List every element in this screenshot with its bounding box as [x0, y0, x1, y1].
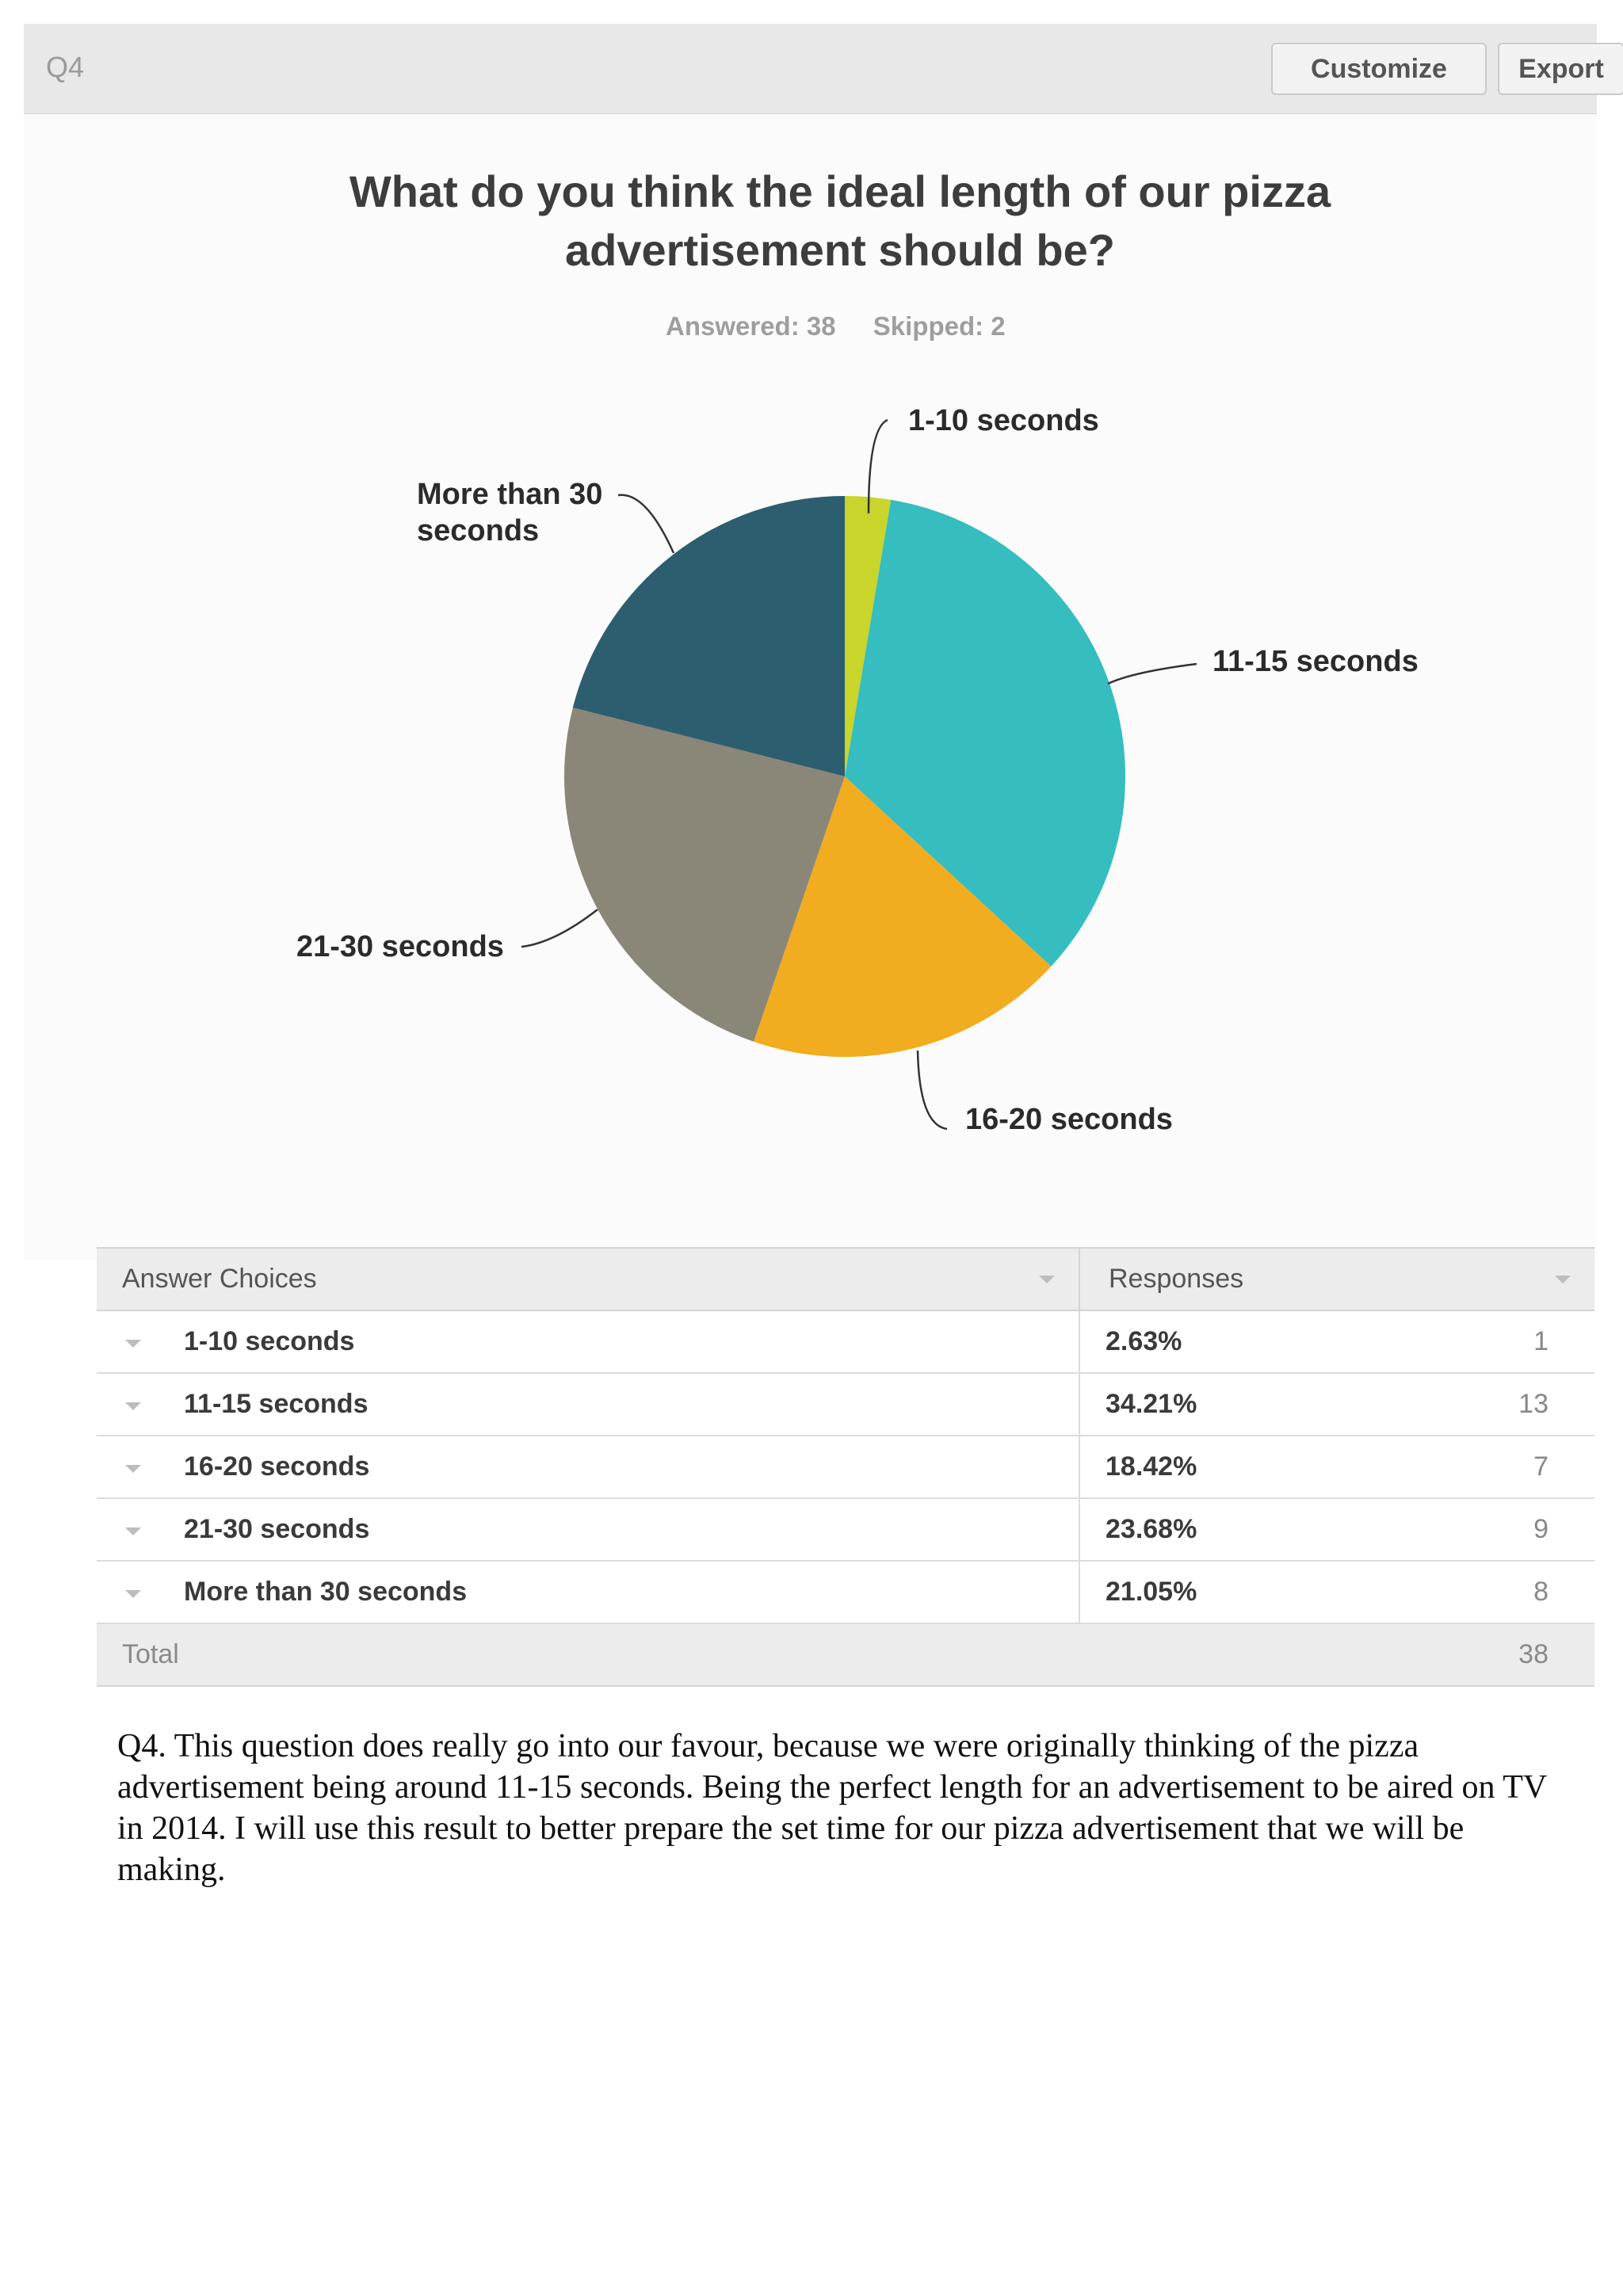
sort-caret-icon[interactable] [1039, 1276, 1055, 1283]
slice-label: More than 30 [417, 478, 603, 511]
export-button[interactable]: Export [1498, 43, 1623, 95]
answer-choice-label: 21-30 seconds [184, 1514, 370, 1544]
customize-button[interactable]: Customize [1271, 43, 1487, 95]
slice-label: 16-20 seconds [965, 1103, 1173, 1136]
response-percent: 23.68% [1079, 1498, 1392, 1561]
commentary-text: Q4. This question does really go into our favour, because we were originally thinking of the pizza advertisement being around 11-15 seconds. Being the perfect length for an advertisement to be aired on TV in 2014. I will use this result to better prepare the set time for our pizza advertisement that we will be making. [117, 1728, 1547, 1888]
response-count: 8 [1392, 1561, 1594, 1623]
answer-choice-cell[interactable] [97, 1310, 1079, 1373]
slice-label: 21-30 seconds [296, 930, 504, 963]
answer-choice-cell[interactable] [97, 1373, 1079, 1436]
slice-label: 11-15 seconds [1212, 645, 1419, 678]
answer-choices-label: Answer Choices [122, 1264, 317, 1294]
answer-choice-cell[interactable] [97, 1561, 1079, 1623]
table-row [97, 1373, 1594, 1436]
responses-label: Responses [1109, 1264, 1244, 1294]
answer-choice-label: 1-10 seconds [184, 1326, 355, 1356]
table-row [97, 1436, 1594, 1498]
answer-choices-header[interactable] [97, 1248, 1079, 1310]
expand-caret-icon[interactable] [125, 1465, 141, 1473]
table-row [97, 1498, 1594, 1561]
leader-line [521, 910, 598, 947]
answer-choice-label: 11-15 seconds [184, 1389, 369, 1419]
responses-header[interactable] [1079, 1248, 1594, 1310]
sort-caret-icon[interactable] [1555, 1276, 1571, 1283]
answer-choice-label: More than 30 seconds [184, 1577, 468, 1607]
leader-line [918, 1051, 947, 1129]
response-count: 1 [1392, 1310, 1594, 1373]
leader-line [618, 495, 674, 553]
expand-caret-icon[interactable] [125, 1340, 141, 1348]
answered-count: Answered: 38 [666, 311, 836, 341]
answer-choice-cell[interactable] [97, 1436, 1079, 1498]
response-count: 9 [1392, 1498, 1594, 1561]
response-percent: 34.21% [1079, 1373, 1392, 1436]
responses-table [97, 1247, 1594, 1687]
table-row [97, 1310, 1594, 1373]
expand-caret-icon[interactable] [125, 1590, 141, 1598]
total-row [97, 1623, 1594, 1686]
response-percent: 2.63% [1079, 1310, 1392, 1373]
response-count: 13 [1392, 1373, 1594, 1436]
leader-line [1108, 664, 1197, 684]
slice-label: seconds [417, 514, 540, 547]
response-count: 7 [1392, 1436, 1594, 1498]
total-label: Total [97, 1623, 1079, 1686]
answer-choice-cell[interactable] [97, 1498, 1079, 1561]
response-percent: 21.05% [1079, 1561, 1392, 1623]
expand-caret-icon[interactable] [125, 1527, 141, 1535]
chart-title: What do you think the ideal length of our pizza advertisement should be? [349, 166, 1331, 275]
expand-caret-icon[interactable] [125, 1402, 141, 1410]
skipped-count: Skipped: 2 [873, 311, 1006, 341]
slice-label: 1-10 seconds [908, 404, 1099, 437]
answer-choice-label: 16-20 seconds [184, 1451, 370, 1482]
table-row [97, 1561, 1594, 1623]
response-percent: 18.42% [1079, 1436, 1392, 1498]
question-number: Q4 [46, 51, 85, 83]
total-value: 38 [1392, 1623, 1594, 1686]
